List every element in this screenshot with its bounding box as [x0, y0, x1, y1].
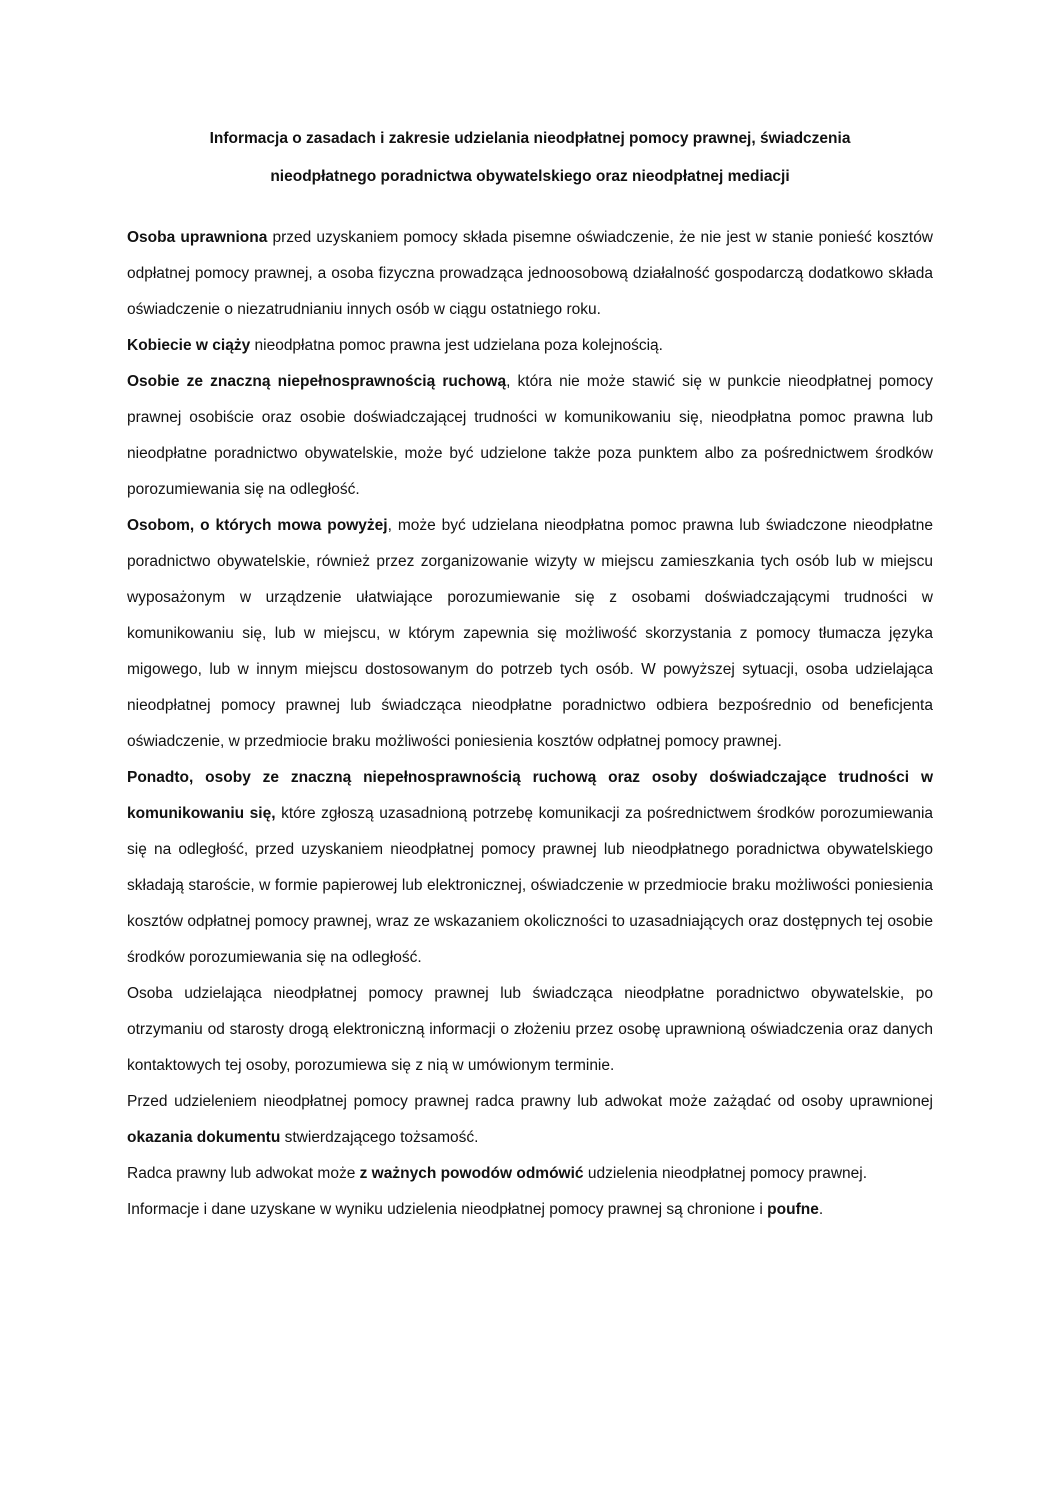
document-page: [127, 120, 933, 1228]
paragraph-text: przed uzyskaniem pomocy składa pisemne oświadczenie, że nie jest w stanie ponieść kosztów odpłatnej pomocy prawnej, a osoba fizyczna prowadząca jednoosobową działalność gospodarczą dodatkowo składa oświadczenie o niezatrudnianiu innych osób w ciągu ostatniego roku.: [127, 229, 934, 318]
paragraph-bold-phrase: okazania dokumentu: [127, 1129, 281, 1146]
paragraph-text: .: [818, 1201, 824, 1218]
paragraph-text: udzielenia nieodpłatnej pomocy prawnej.: [583, 1165, 868, 1182]
paragraph-text: Przed udzieleniem nieodpłatnej pomocy prawnej radca prawny lub adwokat może zażądać od osoby uprawnionej: [127, 1093, 933, 1110]
paragraph-provider-contact: [127, 976, 933, 1084]
paragraph-identity-document: [127, 1084, 933, 1156]
document-title: [127, 120, 933, 196]
paragraph-bold-lead: Osobom, o których mowa powyżej: [127, 517, 388, 534]
paragraph-text: Osoba udzielająca nieodpłatnej pomocy prawnej lub świadcząca nieodpłatne poradnictwo obywatelskie, po otrzymaniu od starosty drogą elektroniczną informacji o złożeniu przez osobę uprawnioną oświadczenia oraz danych kontaktowych tej osoby, porozumiewa się z nią w umówionym terminie.: [127, 985, 933, 1074]
title-line-2: nieodpłatnego poradnictwa obywatelskiego oraz nieodpłatnej mediacji: [270, 168, 790, 185]
paragraph-bold-lead: Osoba uprawniona: [127, 229, 268, 246]
paragraph-text: stwierdzającego tożsamość.: [280, 1129, 479, 1146]
paragraph-bold-lead: Osobie ze znaczną niepełnosprawnością ruchową: [127, 373, 507, 390]
paragraph-persons-mentioned: [127, 508, 933, 760]
paragraph-text: które zgłoszą uzasadnioną potrzebę komunikacji za pośrednictwem środków porozumiewania się na odległość, przed uzyskaniem nieodpłatnej pomocy prawnej lub nieodpłatnego poradnictwa obywatelskiego składają staroście, w formie papierowej lub elektronicznej, oświadczenie w przedmiocie braku możliwości poniesienia kosztów odpłatnej pomocy prawnej, wraz ze wskazaniem okoliczności to uzasadniających oraz dostępnych tej osobie środków porozumiewania się na odległość.: [127, 805, 934, 966]
paragraph-bold-phrase: z ważnych powodów odmówić: [359, 1165, 584, 1182]
paragraph-refusal: [127, 1156, 933, 1192]
paragraph-text: nieodpłatna pomoc prawna jest udzielana poza kolejnością.: [250, 337, 663, 354]
paragraph-bold-phrase: poufne: [767, 1201, 819, 1218]
paragraph-bold-lead: Kobiecie w ciąży: [127, 337, 251, 354]
paragraph-pregnant-woman: [127, 328, 933, 364]
paragraph-text: , może być udzielana nieodpłatna pomoc prawna lub świadczone nieodpłatne poradnictwo obywatelskie, również przez zorganizowanie wizyty w miejscu zamieszkania tych osób lub w miejscu wyposażonym w urządzenie ułatwiające porozumiewanie się z osobami doświadczającymi trudności w komunikowaniu się, lub w miejscu, w którym zapewnia się możliwość skorzystania z pomocy tłumacza języka migowego, lub w innym miejscu dostosowanym do potrzeb tych osób. W powyższej sytuacji, osoba udzielająca nieodpłatnej pomocy prawnej lub świadcząca nieodpłatne poradnictwo odbiera bezpośrednio od beneficjenta oświadczenie, w przedmiocie braku możliwości poniesienia kosztów odpłatnej pomocy prawnej.: [127, 517, 933, 750]
paragraph-authorized-person: [127, 220, 933, 328]
paragraph-bold-lead: Ponadto, osoby ze znaczną niepełnosprawnością ruchową oraz osoby doświadczające trudności w komunikowaniu się,: [127, 769, 933, 822]
paragraph-remote-communication: [127, 760, 933, 976]
paragraph-confidentiality: [127, 1192, 933, 1228]
paragraph-text: , która nie może stawić się w punkcie nieodpłatnej pomocy prawnej osobiście oraz osobie doświadczającej trudności w komunikowaniu się, nieodpłatna pomoc prawna lub nieodpłatne poradnictwo obywatelskie, może być udzielone także poza punktem albo za pośrednictwem środków porozumiewania się na odległość.: [127, 373, 933, 498]
paragraph-disability: [127, 364, 933, 508]
paragraph-text: Informacje i dane uzyskane w wyniku udzielenia nieodpłatnej pomocy prawnej są chronione i: [127, 1201, 768, 1218]
title-line-1: Informacja o zasadach i zakresie udzielania nieodpłatnej pomocy prawnej, świadczenia: [209, 130, 851, 147]
paragraph-text: Radca prawny lub adwokat może: [127, 1165, 360, 1182]
